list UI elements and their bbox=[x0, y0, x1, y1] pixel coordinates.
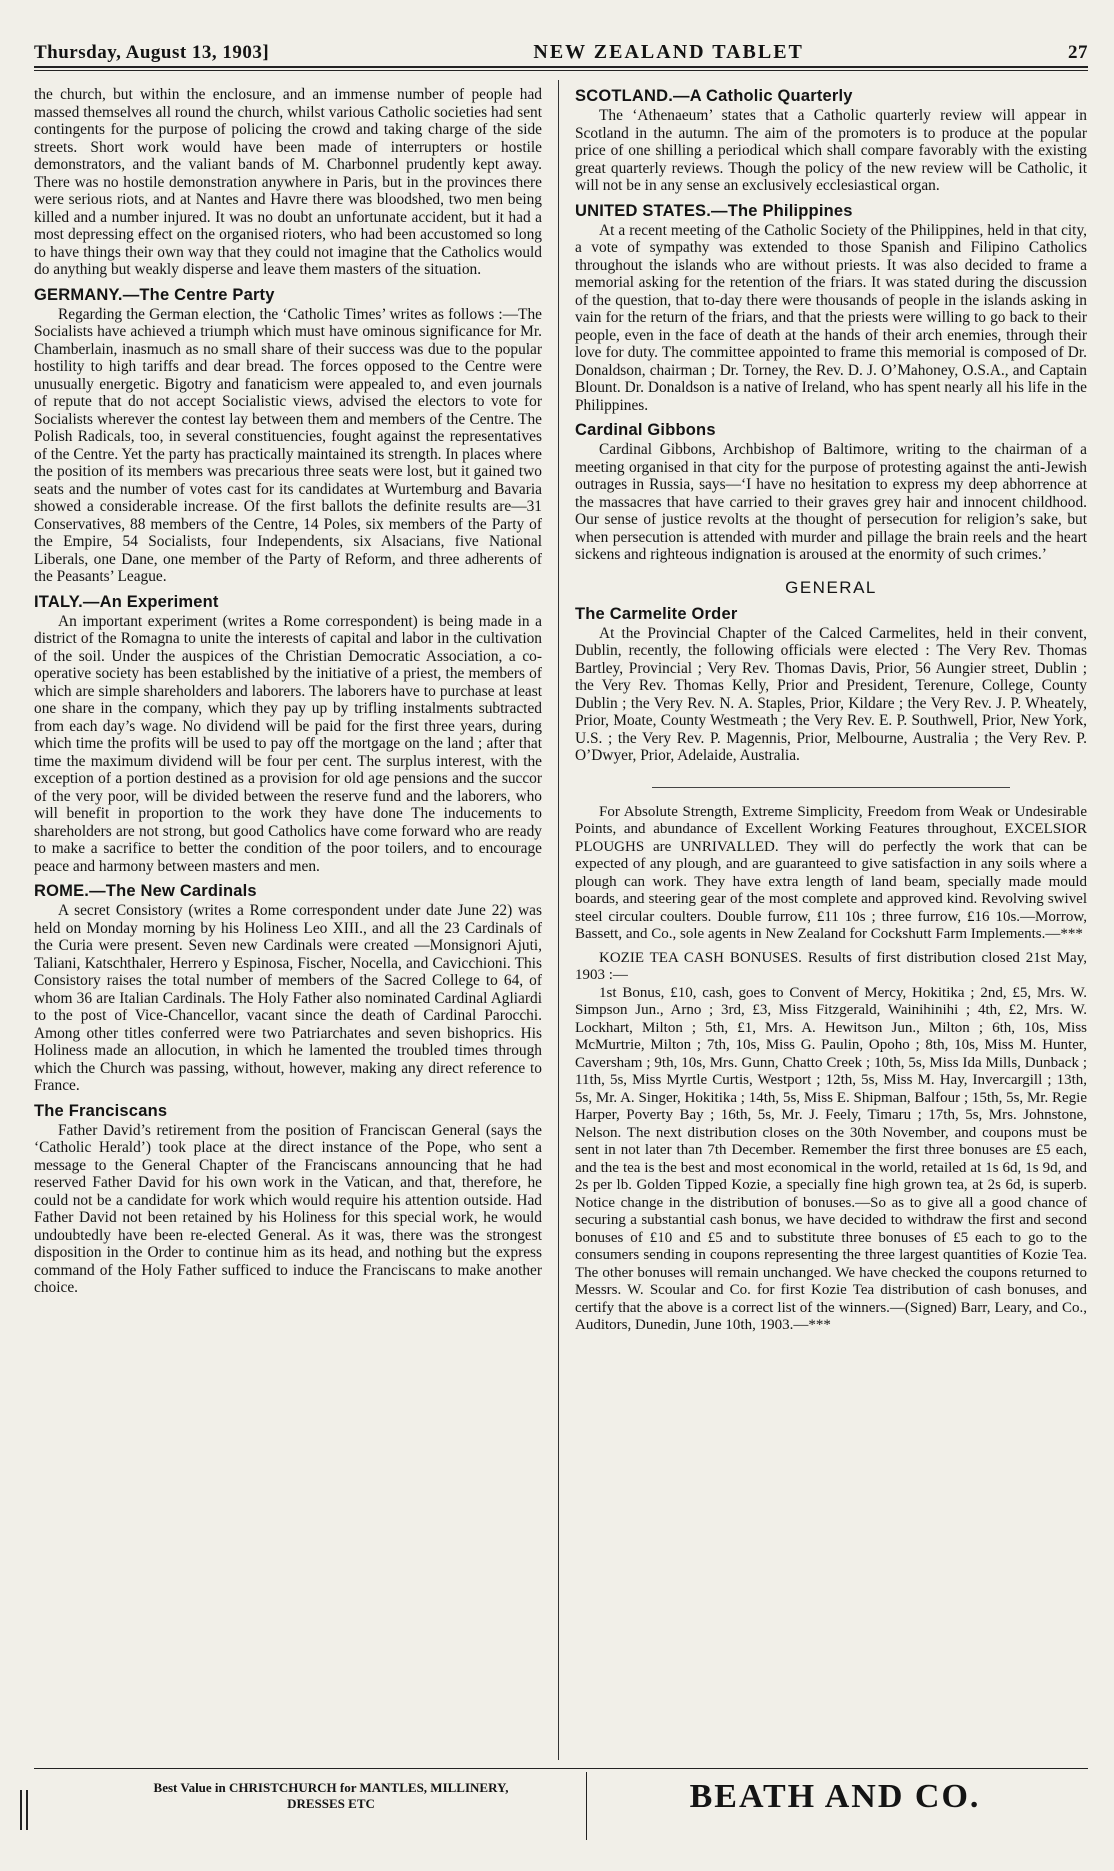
heading-united-states: UNITED STATES.—The Philippines bbox=[575, 201, 853, 220]
page-number: 27 bbox=[1068, 42, 1088, 63]
heading-general: GENERAL bbox=[785, 577, 877, 597]
page-header bbox=[34, 24, 1088, 64]
article-scotland: The ‘Athenaeum’ states that a Catholic quarterly review will appear in Scotland in the autumn. The aim of the promoters is to produce at the popular price of one shilling a periodical which shall compare favorably with the existing great quarterly reviews. Though the policy of the new review will be Catholic, it will not be in any sense an exclusively ecclesiastical organ. bbox=[575, 107, 1087, 194]
ad-kozie-title: KOZIE TEA CASH BONUSES. Results of first distribution closed 21st May, 1903 :— bbox=[575, 949, 1087, 983]
advertisements bbox=[575, 804, 1087, 1335]
article-franciscans: Father David’s retirement from the position of Franciscan General (says the ‘Catholic Herald’) took place at the direct instance of the Pope, who sent a message to the General Chapter of the Franciscans announcing that he had reserved Father David for his own work in the Vatican, and that, therefore, he could not be a candidate for work which would require his attention outside. Had Father David not been retained by his Holiness for this special work, he would undoubtedly have been re-elected General. As it was, there was the strongest disposition in the Order to continue him as its head, and nothing but the express command of the Holy Father sufficed to induce the Franciscans to make another choice. bbox=[34, 1121, 542, 1296]
column-divider bbox=[558, 80, 559, 1760]
article-united-states: At a recent meeting of the Catholic Society of the Philippines, held in that city, a vote of sympathy was extended to those Spanish and Filipino Catholics throughout the islands who are without priests. It was also decided to frame a memorial asking for the retention of the friars. It was stated during the discussion of the question, that to-day there were thousands of people in the islands asking in vain for the return of the friars, and that the priests were willing to go back to their people, even in the face of death at the hands of their arch enemies, through their love for duty. The committee appointed to frame this memorial is composed of Dr. Donaldson, chairman ; Dr. Torney, the Rev. D. J. O’Mahoney, O.S.A., and Captain Blount. Dr. Donaldson is a native of Ireland, who has spent nearly all his life in the Philippines. bbox=[575, 221, 1087, 414]
article-germany: Regarding the German election, the ‘Catholic Times’ writes as follows :—The Socialists have achieved a triumph which must have ominous significance for Mr. Chamberlain, inasmuch as no small share of their success was due to the popular hostility to high tariffs and dear bread. The forces opposed to the Centre were unusually energetic. Bigotry and fanaticism were appealed to, and even journals of repute that do not accept Socialistic views, advised the electors to vote for Socialists wherever the contest lay between them and members of the Centre. The Polish Radicals, too, in several constituencies, fought against the representatives of the Centre. Yet the party has practically maintained its strength. In places where the position of its members was precarious three seats were lost, but it gained two seats and the number of votes cast for its candidates at Wurtemburg and Bavaria showed a considerable increase. Of the first ballots the definite results are—31 Conservatives, 88 members of the Centre, 14 Poles, six members of the Party of the Empire, 54 Socialists, four Independents, six Alsacians, five National Liberals, one Dane, one member of the Party of Reform, and three adherents of the Peasants’ League. bbox=[34, 305, 542, 585]
masthead-title: NEW ZEALAND TABLET bbox=[533, 41, 804, 63]
heading-scotland: SCOTLAND.—A Catholic Quarterly bbox=[575, 87, 853, 105]
ad-ploughs: For Absolute Strength, Extreme Simplicity, Freedom from Weak or Undesirable Points, and abundance of Excellent Working Features throughout, EXCELSIOR PLOUGHS are UNRIVALLED. They will do perfectly the work that can be expected of any plough, and are guaranteed to give satisfaction in any soils where a plough can work. They have extra length of land beam, specially made mould boards, and steering gear of the most complete and approved kind. Revolving swivel steel circular coulters. Double furrow, £11 10s ; three furrow, £16 10s.—Morrow, Bassett, and Co., sole agents in New Zealand for Cockshutt Farm Implements.—*** bbox=[575, 803, 1087, 942]
footer-ad-left bbox=[96, 1780, 566, 1812]
footer-rule bbox=[34, 1768, 1088, 1769]
heading-rome: ROME.—The New Cardinals bbox=[34, 882, 257, 900]
heading-italy: ITALY.—An Experiment bbox=[34, 592, 219, 611]
heading-germany: GERMANY.—The Centre Party bbox=[34, 285, 275, 304]
right-column bbox=[575, 86, 1087, 1335]
issue-date: Thursday, August 13, 1903] bbox=[34, 42, 270, 63]
article-rome: A secret Consistory (writes a Rome correspondent under date June 22) was held on Monday morning by his Holiness Leo XIII., and all the 23 Cardinals of the Curia were present. Seven new Cardinals were created —Monsignori Ajuti, Taliani, Katschthaler, Herrero y Espinosa, Fischer, Nocella, and Cavicchioni. This Consistory raises the total number of members of the Sacred College to 64, of whom 36 are Italian Cardinals. The Holy Father also nominated Cardinal Agliardi to the post of Vice-Chancellor, vacant since the death of Cardinal Parocchi. Among other titles conferred were two Patriarchates and seven bishoprics. His Holiness made an allocution, in which he lamented the troubled times through which the Church was passing, without, however, making any direct reference to France. bbox=[34, 902, 542, 1094]
footer-divider bbox=[586, 1772, 587, 1840]
footer-ad-line2: DRESSES ETC bbox=[287, 1796, 375, 1811]
ad-kozie-results: 1st Bonus, £10, cash, goes to Convent of Mercy, Hokitika ; 2nd, £5, Mrs. W. Simpson Jun., Arno ; 3rd, £3, Miss Fitzgerald, Wainihinihi ; 4th, £2, Mrs. W. Lockhart, Milton ; 5th, £1, Mrs. A. Hewitson Jun., Milton ; 6th, 10s, Miss McMurtrie, Milton ; 7th, 10s, Miss G. Paulin, Opoho ; 8th, 10s, Miss M. Hunter, Caversham ; 9th, 10s, Mrs. Gunn, Chatto Creek ; 10th, 5s, Miss Ida Mills, Dunback ; 11th, 5s, Miss Myrtle Curtis, Westport ; 12th, 5s, Miss M. Hay, Invercargill ; 13th, 5s, Mr. A. Singer, Hokitika ; 14th, 5s, Miss E. Shipman, Balfour ; 15th, 5s, Mr. Regie Harper, Poverty Bay ; 16th, 5s, Mr. J. Feely, Timaru ; 17th, 5s, Mrs. Johnstone, Nelson. The next distribution closes on the 30th November, and coupons must be sent in not later than 7th December. Remember the first three bonuses are £5 each, and the tea is the best and most economical in the world, retailed at 1s 6d, 1s 9d, and 2s per lb. Golden Tipped Kozie, a specially fine high grown tea, at 2s 6d, is superb. Notice change in the distribution of bonuses.—So as to give all a good chance of securing a substantial cash bonus, we have decided to withdraw the first and second bonuses of £10 and £5 and to substitute three bonuses of £5 each to go to the consumers sending in coupons representing the three largest quantities of Kozie Tea. The other bonuses will remain unchanged. We have checked the coupons returned to Messrs. W. Scoular and Co. for first Kozie Tea distribution of cash bonuses, and certify that the above is a correct list of the winners.—(Signed) Barr, Leary, and Co., Auditors, Dunedin, June 10th, 1903.—*** bbox=[575, 984, 1087, 1333]
margin-mark bbox=[20, 1790, 28, 1830]
header-rule bbox=[34, 66, 1088, 68]
footer-ad-beath: BEATH AND CO. bbox=[689, 1778, 981, 1815]
heading-carmelite: The Carmelite Order bbox=[575, 604, 738, 623]
header-rule-thin bbox=[34, 70, 1088, 71]
article-carmelite: At the Provincial Chapter of the Calced Carmelites, held in their convent, Dublin, recently, the following officials were elected : The Very Rev. Thomas Bartley, Provincial ; Very Rev. Thomas Davis, Prior, 56 Aungier street, Dublin ; the Very Rev. Thomas Kelly, Prior and President, Terenure, College, County Dublin ; the Very Rev. N. A. Staples, Prior, Kildare ; the Very Rev. J. P. Wheately, Prior, Moate, County Westmeath ; the Very Rev. E. P. Southwell, Prior, New York, U.S. ; the Very Rev. P. Magennis, Prior, Melbourne, Australia ; the Very Rev. P. O’Dwyer, Prior, Adelaide, Australia. bbox=[575, 624, 1087, 764]
article-italy: An important experiment (writes a Rome correspondent) is being made in a district of the Romagna to unite the interests of capital and labor in the cultivation of the soil. Under the auspices of the Christian Democratic Association, a co-operative society has been established by the initiative of a priest, the members of which are simple shareholders and laborers. The laborers have to purchase at least one share in the company, which they pay up by trifling instalments subtracted from each day’s wage. No dividend will be paid for the first three years, during which time the profits will be used to pay off the mortgage on the land ; after that time the maximum dividend will be four per cent. The surplus interest, with the exception of a portion destined as a provision for old age pensions and the succor of the very poor, will be divided between the reserve fund and the laborers, who will benefit in proportion to the work they have done The inducements to shareholders are not strong, but good Catholics have come forward who are ready to make a sacrifice to better the condition of the poor toilers, and to encourage peace and harmony between masters and men. bbox=[34, 612, 542, 875]
left-column bbox=[34, 86, 542, 1297]
section-divider bbox=[652, 787, 1010, 788]
footer-ad-line1: Best Value in CHRISTCHURCH for MANTLES, MILLINERY, bbox=[153, 1780, 509, 1795]
france-continuation: the church, but within the enclosure, and an immense number of people had massed themselves all round the church, whilst various Catholic societies had sent contingents for the purpose of policing the crowd and taking charge of the side streets. Short work would have been made of interrupters or hostile demonstrators, and the valiant bands of M. Charbonnel prudently kept away. There was no hostile demonstration anywhere in Paris, but in the provinces there were serious riots, and at Nantes and Havre there was bloodshed, two men being killed and a number injured. It was no doubt an unfortunate accident, but it had a most depressing effect on the organised rioters, who had been accustomed so long to have things their own way that they could not imagine that the Catholics would do anything but weakly disperse and leave them masters of the situation. bbox=[34, 86, 542, 278]
heading-cardinal-gibbons: Cardinal Gibbons bbox=[575, 421, 716, 439]
article-cardinal-gibbons: Cardinal Gibbons, Archbishop of Baltimore, writing to the chairman of a meeting organised in that city for the purpose of protesting against the anti-Jewish outrages in Russia, says—‘I have no hesitation to express my deep abhorrence at the massacres that have carried to their graves grey hair and innocent childhood. Our sense of justice revolts at the thought of persecution for religion’s sake, but when persecution is attended with murder and pillage the brain reels and the heart sickens and righteous indignation is aroused at the enormity of such crimes.’ bbox=[575, 441, 1087, 563]
heading-franciscans: The Franciscans bbox=[34, 1101, 168, 1120]
